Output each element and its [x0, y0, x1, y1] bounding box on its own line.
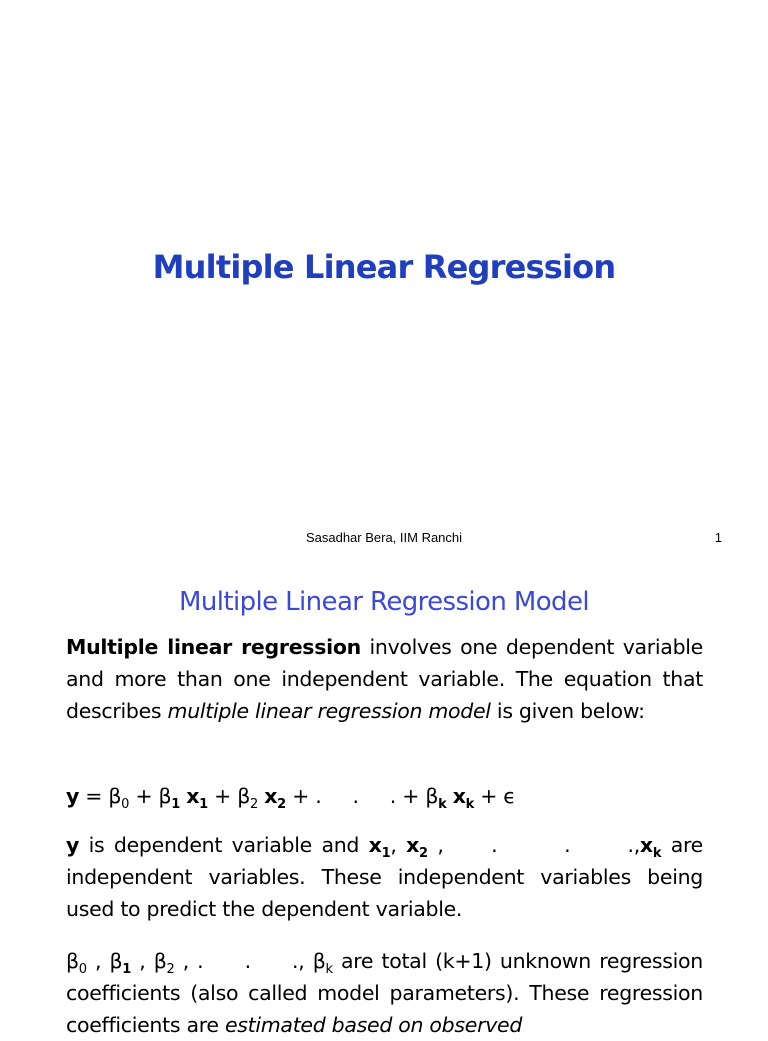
text: ,: [390, 833, 407, 857]
text: , β: [131, 949, 167, 973]
paragraph-definition: [66, 631, 703, 727]
var-x: x: [406, 833, 420, 857]
beta-sub: 2: [166, 962, 175, 977]
beta-sub: 0: [78, 962, 87, 977]
paragraph-variables: [66, 829, 703, 925]
slide-title: Multiple Linear Regression: [152, 248, 616, 286]
var-y: y: [66, 833, 80, 857]
eq-sub: 1: [199, 797, 208, 812]
eq-y: y: [66, 784, 80, 808]
var-x: x: [639, 833, 653, 857]
text: involves one dependent variable and more than one independent variable. The equation that describes: [66, 635, 703, 723]
eq-part: + . . . + β: [285, 784, 439, 808]
eq-sub: 1: [171, 797, 180, 812]
italic-term: estimated based on observed: [224, 1013, 523, 1037]
text: is dependent variable and: [79, 833, 369, 857]
text: are independent variables. These independent variables being used to predict the dependent variable.: [66, 833, 703, 921]
eq-x: x: [186, 784, 200, 808]
eq-sub: 0: [121, 797, 130, 812]
eq-sub: 2: [250, 797, 258, 812]
eq-part: + β: [207, 784, 250, 808]
beta-sub: k: [325, 962, 333, 977]
italic-term: multiple linear regression model: [167, 699, 491, 723]
text: , . . ., β: [174, 949, 326, 973]
eq-sub: k: [465, 797, 474, 812]
text: are total (k+1) unknown regression coefficients (also called model parameters). These regression coefficients are: [66, 949, 703, 1037]
page-number: 1: [714, 530, 722, 545]
text: , . . .,: [427, 833, 640, 857]
bold-term: Multiple linear regression: [66, 635, 361, 659]
paragraph-coefficients: [66, 945, 703, 1041]
slide-2: [0, 565, 768, 1037]
eq-part: + ϵ: [473, 784, 516, 808]
beta: β: [66, 949, 79, 973]
text: is given below:: [490, 699, 645, 723]
var-sub: k: [652, 846, 662, 861]
eq-x: x: [452, 784, 466, 808]
eq-x: x: [264, 784, 278, 808]
beta-sub: 1: [122, 962, 132, 977]
regression-equation: [66, 780, 703, 812]
slide-title: Multiple Linear Regression Model: [179, 587, 589, 617]
eq-part: + β: [129, 784, 172, 808]
footer-author: Sasadhar Bera, IIM Ranchi: [305, 530, 463, 545]
eq-sub: k: [438, 797, 447, 812]
eq-part: = β: [79, 784, 122, 808]
text: , β: [86, 949, 123, 973]
var-sub: 1: [381, 846, 391, 861]
var-sub: 2: [419, 846, 428, 861]
eq-sub: 2: [277, 797, 286, 812]
var-x: x: [368, 833, 382, 857]
